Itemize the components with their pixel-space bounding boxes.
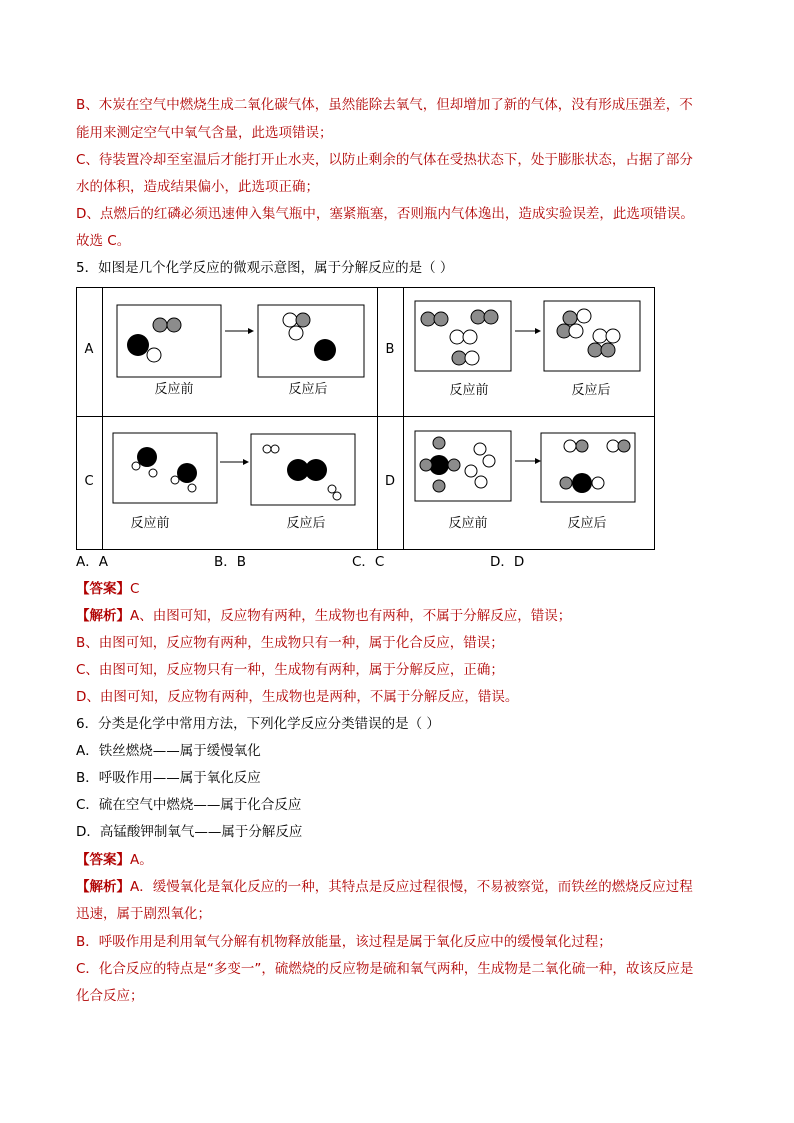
q6-answer: [76, 850, 153, 870]
atom-black: [314, 339, 336, 361]
analysis-tag: 【解析】: [76, 608, 130, 624]
panel-d-before-label: 反应前: [448, 516, 488, 531]
atom-white: [474, 443, 486, 455]
panel-c-before-label: 反应前: [130, 516, 170, 531]
atom-white: [147, 348, 161, 362]
q5-answer: [76, 579, 139, 599]
panel-b-after-box: [544, 301, 640, 371]
atom-white: [592, 477, 604, 489]
panel-d-letter: D: [384, 474, 396, 489]
atom-white: [564, 440, 576, 452]
q5-option-c[interactable]: C．C: [352, 554, 385, 570]
q6-option-a: A．铁丝燃烧——属于缓慢氧化: [76, 743, 261, 759]
atom-white: [283, 313, 297, 327]
atom-gray: [471, 310, 485, 324]
atom-gray: [420, 459, 432, 471]
atom-gray: [560, 477, 572, 489]
answer-value: A。: [130, 852, 153, 868]
q6-analysis-a2: 迅速，属于剧烈氧化；: [76, 906, 211, 922]
panel-a-after-label: 反应后: [288, 382, 328, 397]
analysis-text: A．缓慢氧化是氧化反应的一种，其特点是反应过程很慢，不易被察觉，而铁丝的燃烧反应过程: [130, 879, 693, 895]
q6-option-c: C．硫在空气中燃烧——属于化合反应: [76, 797, 302, 813]
panel-d-after-label: 反应后: [567, 516, 607, 531]
q5-stem: 5．如图是几个化学反应的微观示意图，属于分解反应的是（ ）: [76, 260, 454, 276]
atom-gray: [601, 343, 615, 357]
q6-analysis-b: B．呼吸作用是利用氧气分解有机物释放能量，该过程是属于氧化反应中的缓慢氧化过程；: [76, 934, 612, 950]
panel-a-before-label: 反应前: [154, 382, 194, 397]
atom-white: [271, 445, 279, 453]
atom-white: [465, 465, 477, 477]
atom-white: [593, 329, 607, 343]
atom-gray: [563, 311, 577, 325]
panel-c-letter: C: [84, 474, 94, 489]
atom-gray: [153, 318, 167, 332]
atom-white: [465, 351, 479, 365]
atom-black: [305, 459, 327, 481]
atom-gray: [167, 318, 181, 332]
analysis-c-line1: C、待装置冷却至室温后才能打开止水夹，以防止剩余的气体在受热状态下，处于膨胀状态，占据了部分: [76, 152, 693, 168]
atom-gray: [448, 459, 460, 471]
analysis-d-line1: D、点燃后的红磷必须迅速伸入集气瓶中，塞紧瓶塞，否则瓶内气体逸出，造成实验误差，此选项错误。: [76, 206, 694, 222]
atom-white: [450, 330, 464, 344]
answer-tag: 【答案】: [76, 852, 130, 868]
q5-analysis-c: C、由图可知，反应物只有一种，生成物有两种，属于分解反应，正确；: [76, 662, 504, 678]
q6-option-b: B．呼吸作用——属于氧化反应: [76, 770, 261, 786]
analysis-b-line2: 能用来测定空气中氧气含量，此选项错误；: [76, 125, 333, 141]
atom-black: [572, 473, 592, 493]
panel-a-letter: A: [84, 342, 94, 357]
atom-gray: [296, 313, 310, 327]
reaction-arrow-head: [535, 458, 541, 464]
panel-b-after-label: 反应后: [571, 383, 611, 398]
q6-analysis-c2: 化合反应；: [76, 988, 144, 1004]
q5-option-b[interactable]: B．B: [214, 554, 247, 570]
q6-analysis-c1: C．化合反应的特点是“多变一”，硫燃烧的反应物是硫和氧气两种，生成物是二氧化硫一种，故该反应是: [76, 961, 694, 977]
atom-gray: [618, 440, 630, 452]
atom-white: [263, 445, 271, 453]
answer-value: C: [130, 581, 140, 597]
q6-analysis-a1: [76, 877, 693, 897]
q6-stem: 6．分类是化学中常用方法，下列化学反应分类错误的是（ ）: [76, 716, 440, 732]
atom-white: [606, 329, 620, 343]
analysis-c-line2: 水的体积，造成结果偏小，此选项正确；: [76, 179, 319, 195]
q5-analysis-d: D、由图可知，反应物有两种，生成物也是两种，不属于分解反应，错误。: [76, 689, 519, 705]
analysis-b-line1: B、木炭在空气中燃烧生成二氧化碳气体，虽然能除去氧气，但却增加了新的气体，没有形成压强差，不: [76, 97, 693, 113]
atom-white: [569, 324, 583, 338]
panel-a-after-box: [258, 305, 364, 377]
analysis-tag: 【解析】: [76, 879, 130, 895]
atom-white: [188, 484, 196, 492]
reaction-arrow-head: [243, 459, 249, 465]
atom-gray: [484, 310, 498, 324]
q5-option-a[interactable]: A．A: [76, 554, 108, 570]
atom-white: [607, 440, 619, 452]
atom-black: [127, 334, 149, 356]
atom-gray: [433, 437, 445, 449]
reaction-arrow-head: [248, 328, 254, 334]
panel-c-after-label: 反应后: [286, 516, 326, 531]
atom-white: [132, 462, 140, 470]
q6-option-d: D．高锰酸钾制氧气——属于分解反应: [76, 824, 303, 840]
atom-gray: [421, 312, 435, 326]
panel-b-letter: B: [385, 342, 395, 357]
atom-white: [171, 476, 179, 484]
atom-black: [177, 463, 197, 483]
atom-white: [149, 469, 157, 477]
panel-c: [84, 433, 355, 531]
atom-white: [475, 476, 487, 488]
panel-b: [386, 301, 640, 398]
atom-gray: [588, 343, 602, 357]
q5-analysis-b: B、由图可知，反应物有两种，生成物只有一种，属于化合反应，错误；: [76, 635, 504, 651]
panel-d: [385, 431, 635, 531]
analysis-text: A、由图可知，反应物有两种，生成物也有两种，不属于分解反应，错误；: [130, 608, 572, 624]
analysis-conclusion: 故选 C。: [76, 233, 131, 249]
panel-c-before-box: [113, 433, 217, 503]
atom-white: [463, 330, 477, 344]
atom-white: [483, 455, 495, 467]
atom-gray: [433, 480, 445, 492]
q5-options: [76, 552, 676, 572]
atom-white: [289, 326, 303, 340]
atom-gray: [452, 351, 466, 365]
q5-option-d[interactable]: D．D: [490, 554, 525, 570]
reaction-diagram-table: [76, 287, 656, 551]
q5-analysis-a: [76, 606, 571, 626]
reaction-arrow-head: [535, 328, 541, 334]
atom-white: [328, 485, 336, 493]
atom-gray: [576, 440, 588, 452]
atom-white: [577, 309, 591, 323]
panel-b-before-label: 反应前: [449, 383, 489, 398]
atom-white: [333, 492, 341, 500]
answer-tag: 【答案】: [76, 581, 130, 597]
panel-a: [85, 305, 364, 397]
atom-gray: [434, 312, 448, 326]
